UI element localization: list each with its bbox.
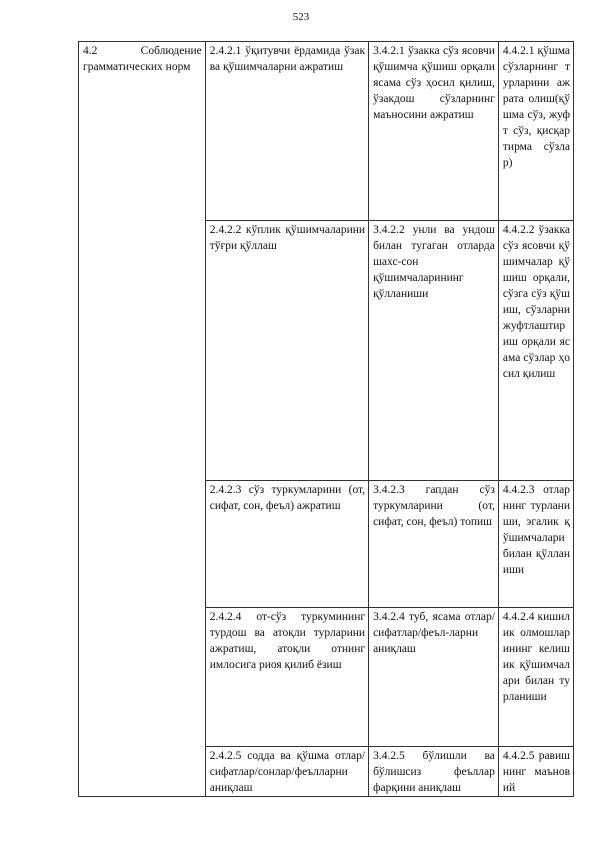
- grade2-objective: 2.4.2.2 кўплик қўшимчаларини тўғри қўллаш: [209, 224, 366, 252]
- section-title: Соблюдение грамматических норм: [83, 45, 202, 73]
- grade3-objective-cell: [369, 608, 499, 747]
- grade4-objective-cell: [498, 221, 573, 481]
- grade3-objective: 3.4.2.3 гапдан сўз туркумларини (от, сифат, сон, феъл) топиш: [373, 484, 495, 528]
- grade2-objective: 2.4.2.5 содда ва қўшма отлар/сифатлар/сонлар/феълларни аниқлаш: [209, 750, 366, 794]
- grade3-objective: 3.4.2.1 ўзакка сўз ясовчи қўшимча қўшиш орқали ясама сўз ҳосил қилиш, ўзакдош сўзларнинг маъносини ажратиш: [373, 45, 495, 121]
- grade4-objective: 4.4.2.1 қўшма сўзларнинг турларини ажрата олиш(қўшма сўз, жуфт сўз, қисқартирма сўзлар): [502, 45, 570, 169]
- curriculum-table: [78, 41, 574, 797]
- grade2-objective: 2.4.2.1 ўқитувчи ёрдамида ўзак ва қўшимчаларни ажратиш: [209, 45, 366, 73]
- grade4-objective: 4.4.2.4 кишилик олмошларининг келишик қўшимчалари билан турланиши: [502, 611, 570, 703]
- section-code: 4.2: [83, 45, 98, 57]
- grade2-objective-cell: [205, 481, 368, 608]
- grade2-objective-cell: [205, 221, 368, 481]
- grade4-objective-cell: [498, 481, 573, 608]
- grade3-objective: 3.4.2.4 туб, ясама отлар/сифатлар/феъл-ларни аниқлаш: [373, 611, 495, 655]
- grade3-objective-cell: [369, 221, 499, 481]
- section-cell: [79, 42, 206, 797]
- grade2-objective: 2.4.2.3 сўз туркумларини (от, сифат, сон, феъл) ажратиш: [209, 484, 366, 512]
- grade3-objective: 3.4.2.2 унли ва ундош билан тугаган отларда шахс-сон қўшимчаларининг қўлланиши: [373, 224, 495, 300]
- grade2-objective-cell: [205, 42, 368, 221]
- grade3-objective: 3.4.2.5 бўлишли ва бўлишсиз феъллар фарқини аниқлаш: [373, 750, 495, 794]
- grade4-objective-cell: [498, 42, 573, 221]
- grade2-objective-cell: [205, 608, 368, 747]
- grade3-objective-cell: [369, 481, 499, 608]
- grade4-objective: 4.4.2.5 равишнинг маъновий: [502, 750, 570, 794]
- grade3-objective-cell: [369, 747, 499, 797]
- grade4-objective-cell: [498, 608, 573, 747]
- grade4-objective: 4.4.2.2 ўзакка сўз ясовчи қўшимчалар қўшиш орқали, сўзга сўз қўшиш, сўзларни жуфтлаштириш орқали ясама сўзлар ҳосил қилиш: [502, 224, 570, 380]
- grade4-objective-cell: [498, 747, 573, 797]
- grade4-objective: 4.4.2.3 отларнинг турланиши, эгалик қўшимчалари билан қўлланиши: [502, 484, 570, 576]
- grade3-objective-cell: [369, 42, 499, 221]
- grade2-objective-cell: [205, 747, 368, 797]
- table-row: [79, 42, 574, 221]
- page-number: 523: [292, 11, 310, 23]
- grade2-objective: 2.4.2.4 от-сўз туркумининг турдош ва атоқли турларини ажратиш, атоқли отнинг имлосига риоя қилиб ёзиш: [209, 611, 366, 671]
